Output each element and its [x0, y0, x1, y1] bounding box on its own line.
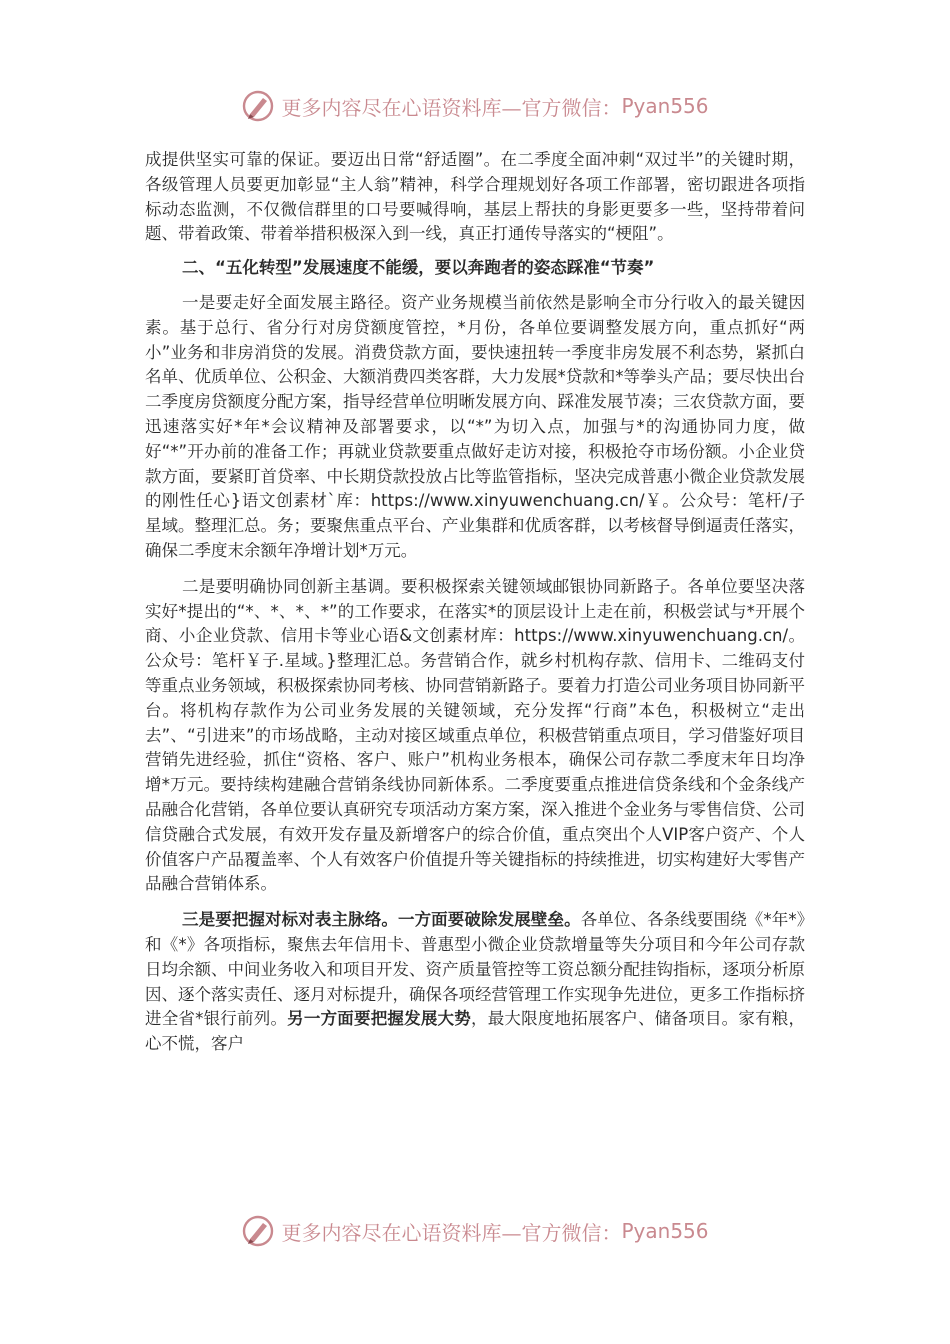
third-point-second-lead: 另一方面要把握发展大势	[287, 1009, 471, 1029]
third-point-tail: ，最大限度地拓展客户、储备项目。家有粮，心不慌，客户	[145, 1009, 806, 1054]
paragraph-second-point: 二是要明确协同创新主基调。要积极探索关键领域邮银协同新路子。各单位要坚决落实好*提出的“*、*、*、*”的工作要求，在落实*的顶层设计上走在前，积极尝试与*开展个商、小企业贷款、信用卡等业心语&文创素材库：https://www.xinyuwenchuang.cn/。公众号：笔杆￥子.星域。}整理汇总。务营销合作，就乡村机构存款、信用卡、二维码支付等重点业务领域，积极探索协同考核、协同营销新路子。要着力打造公司业务项目协同新平台。将机构存款作为公司业务发展的关键领域，充分发挥“行商”本色，积极树立“走出去”、“引进来”的市场战略，主动对接区域重点单位，积极营销重点项目，学习借鉴好项目营销先进经验，抓住“资格、客户、账户”机构业务根本，确保公司存款二季度末年日均净增*万元。要持续构建融合营销条线协同新体系。二季度要重点推进信贷条线和个金条线产品融合化营销，各单位要认真研究专项活动方案方案，深入推进个金业务与零售信贷、公司信贷融合式发展，有效开发存量及新增客户的综合价值，重点突出个人VIP客户资产、个人价值客户产品覆盖率、个人有效客户价值提升等关键指标的持续推进，切实构建好大零售产品融合营销体系。	[145, 576, 805, 894]
third-point-lead: 三是要把握对标对表主脉络。一方面要破除发展壁垒。	[182, 910, 581, 930]
watermark-header	[0, 86, 950, 126]
watermark-account: Pyan556	[621, 94, 709, 118]
third-point-body: 各单位、各条线要围绕《*年*》和《*》各项指标，聚焦去年信用卡、普惠型小微企业贷款增量等失分项目和今年公司存款日均余额、中间业务收入和项目开发、资产质量管控等工资总额分配挂钩指标，逐项分析原因、逐个落实责任、逐月对标提升，确保各项经营管理工作实现争先进位，更多工作指标挤进全省*银行前列。	[145, 910, 806, 1029]
section-heading-2: 二、“五化转型”发展速度不能缓，要以奔跑者的姿态踩准“节奏”	[182, 258, 655, 278]
document-body	[145, 148, 805, 1057]
watermark-text: 更多内容尽在心语资料库—官方微信：	[281, 95, 622, 120]
pen-logo-icon	[241, 89, 275, 123]
paragraph-continuation: 成提供坚实可靠的保证。要迈出日常“舒适圈”。在二季度全面冲刺“双过半”的关键时期，各级管理人员要更加彰显“主人翁”精神，科学合理规划好各项工作部署，密切跟进各项指标动态监测，不仅微信群里的口号要喊得响，基层上帮扶的身影更要多一些，坚持带着问题、带着政策、带着举措积极深入到一线，真正打通传导落实的“梗阻”。	[145, 150, 805, 244]
watermark-account: Pyan556	[621, 1219, 709, 1243]
paragraph-first-point: 一是要走好全面发展主路径。资产业务规模当前依然是影响全市分行收入的最关键因素。基于总行、省分行对房贷额度管控，*月份，各单位要调整发展方向，重点抓好“两小”业务和非房消贷的发展。消费贷款方面，要快速扭转一季度非房发展不利态势，紧抓白名单、优质单位、公积金、大额消费四类客群，大力发展*贷款和*等拳头产品；要尽快出台二季度房贷额度分配方案，指导经营单位明晰发展方向、踩准发展节凑；三农贷款方面，要迅速落实好*年*会议精神及部署要求，以“*”为切入点，加强与*的沟通协同力度，做好“*”开办前的准备工作；再就业贷款要重点做好走访对接，积极抢夺市场份额。小企业贷款方面，要紧盯首贷率、中长期贷款投放占比等监管指标，坚决完成普惠小微企业贷款发展的刚性任心}语文创素材`库：https://www.xinyuwenchuang.cn/￥。公众号：笔杆/子星域。整理汇总。务；要聚焦重点平台、产业集群和优质客群，以考核督导倒逼责任落实，确保二季度末余额年净增计划*万元。	[145, 292, 805, 560]
pen-logo-icon	[241, 1214, 275, 1248]
watermark-footer	[0, 1211, 950, 1251]
watermark-text: 更多内容尽在心语资料库—官方微信：	[281, 1220, 622, 1245]
paragraph-third-point	[145, 908, 805, 1057]
